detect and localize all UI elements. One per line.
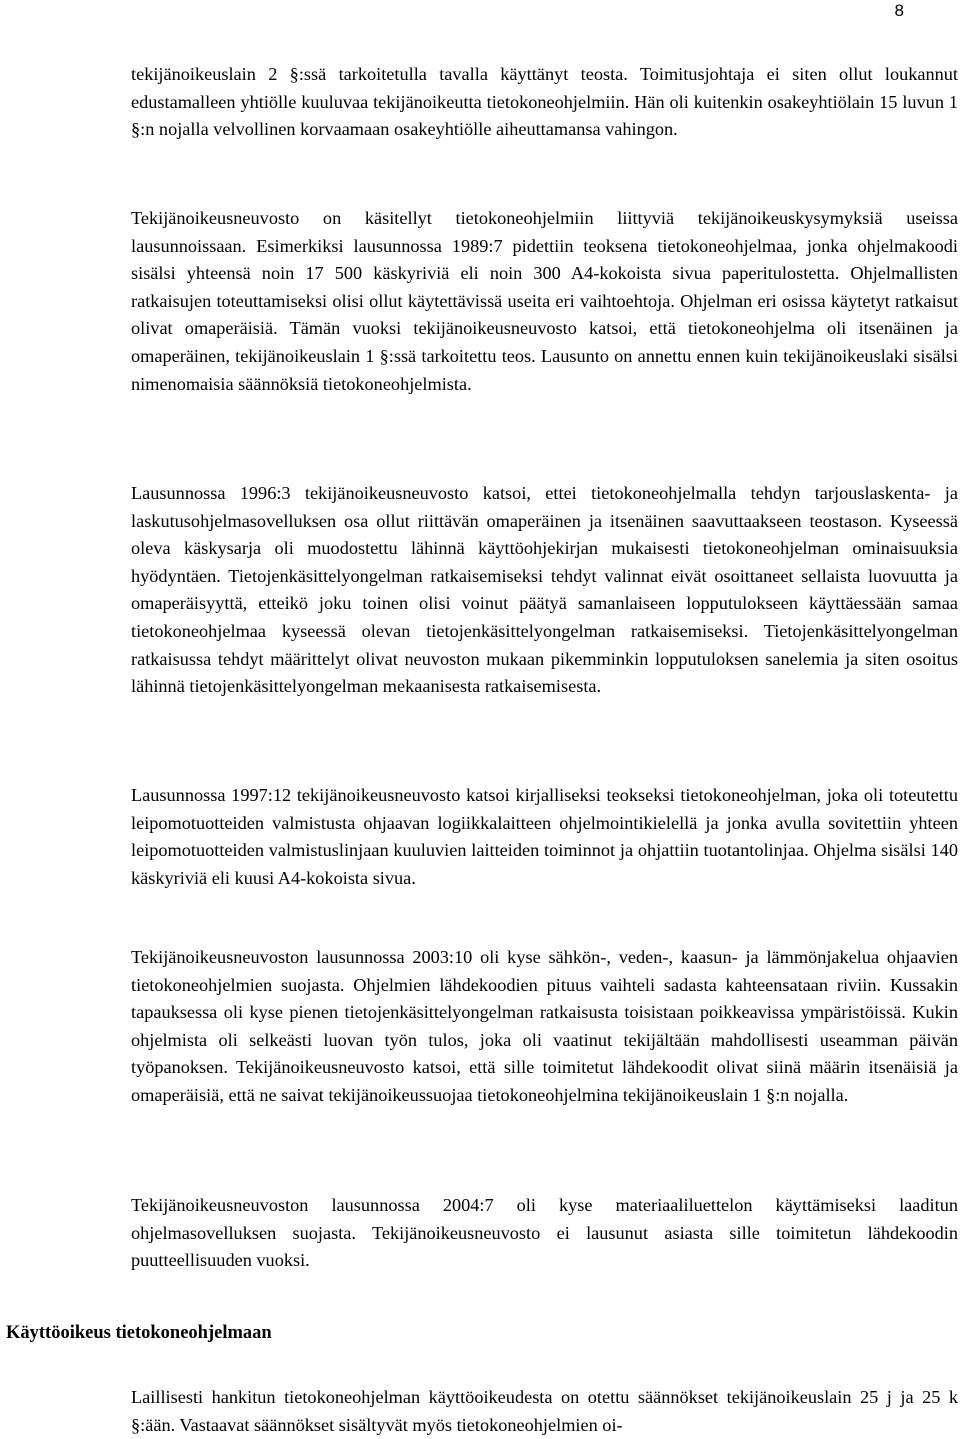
paragraph-5	[131, 944, 958, 1110]
paragraph-6	[131, 1192, 958, 1275]
paragraph-text: Tekijänoikeusneuvosto on käsitellyt tietokoneohjelmiin liittyviä tekijänoikeuskysymyksiä useissa lausunnoissaan. Esimerkiksi lausunnossa 1989:7 pidettiin teoksena tietokoneohjelmaa, jonka ohjelmakoodi sisälsi yhteensä noin 17 500 käskyriviä eli noin 300 A4-kokoista sivua paperitulostetta. Ohjelmallisten ratkaisujen toteuttamiseksi olisi ollut käytettävissä useita eri vaihtoehtoja. Ohjelman eri osissa käytetyt ratkaisut olivat omaperäisiä. Tämän vuoksi tekijänoikeusneuvosto katsoi, että tietokoneohjelma oli itsenäinen ja omaperäinen, tekijänoikeuslain 1 §:ssä tarkoitettu teos. Lausunto on annettu ennen kuin tekijänoikeuslaki sisälsi nimenomaisia säännöksiä tietokoneohjelmista.	[131, 208, 958, 394]
section-heading: Käyttöoikeus tietokoneohjelmaan	[6, 1323, 272, 1343]
paragraph-4	[131, 782, 958, 892]
paragraph-text: tekijänoikeuslain 2 §:ssä tarkoitetulla tavalla käyttänyt teosta. Toimitusjohtaja ei siten ollut loukannut edustamalleen yhtiölle kuuluvaa tekijänoikeutta tietokoneohjelmiin. Hän oli kuitenkin osakeyhtiölain 15 luvun 1 §:n nojalla velvollinen korvaamaan osakeyhtiölle aiheuttamansa vahingon.	[131, 64, 958, 140]
paragraph-text: Lausunnossa 1996:3 tekijänoikeusneuvosto katsoi, ettei tietokoneohjelmalla tehdyn tarjouslaskenta- ja laskutusohjelmasovelluksen osa ollut riittävän omaperäinen ja itsenäinen saavuttaakseen teostason. Kyseessä oleva käskysarja oli muodostettu lähinnä käyttöohjekirjan mukaisesti tietokoneohjelman ominaisuuksia hyödyntäen. Tietojenkäsittelyongelman ratkaisemiseksi tehdyt valinnat eivät osoittaneet sellaista luovuutta ja omaperäisyyttä, etteikö joku toinen olisi voinut päätyä samanlaiseen lopputulokseen käyttäessään samaa tietokoneohjelmaa kyseessä olevan tietojenkäsittelyongelman ratkaisemiseksi. Tietojenkäsittelyongelman ratkaisussa tehdyt määrittelyt olivat neuvoston mukaan pikemminkin lopputuloksen sanelemia ja siten osoitus lähinnä tietojenkäsittelyongelman mekaanisesta ratkaisemisesta.	[131, 483, 958, 697]
paragraph-text: Lausunnossa 1997:12 tekijänoikeusneuvosto katsoi kirjalliseksi teokseksi tietokoneohjelman, joka oli toteutettu leipomotuotteiden valmistusta ohjaavan logiikkalaitteen ohjelmointikielellä ja jonka avulla sovitettiin yhteen leipomotuotteiden valmistuslinjaan kuuluvien laitteiden toiminnot ja ohjattiin tuotantolinjaa. Ohjelma sisälsi 140 käskyriviä eli kuusi A4-kokoista sivua.	[131, 785, 958, 888]
paragraph-text: Tekijänoikeusneuvoston lausunnossa 2003:10 oli kyse sähkön-, veden-, kaasun- ja lämmönjakelua ohjaavien tietokoneohjelmien suojasta. Ohjelmien lähdekoodien pituus vaihteli sadasta kahteensataan riviin. Kussakin tapauksessa oli kyse pienen tietojenkäsittelyongelman ratkaisusta toisistaan poikkeavissa ympäristöissä. Kukin ohjelmista oli selkeästi luovan työn tulos, joka oli vaatinut tekijältään mahdollisesti useamman päivän työpanoksen. Tekijänoikeusneuvosto katsoi, että sille toimitetut lähdekoodit olivat siinä määrin itsenäisiä ja omaperäisiä, että ne saivat tekijänoikeussuojaa tietokoneohjelmina tekijänoikeuslain 1 §:n nojalla.	[131, 947, 958, 1105]
paragraph-3	[131, 480, 958, 701]
paragraph-text: Tekijänoikeusneuvoston lausunnossa 2004:7 oli kyse materiaaliluettelon käyttämiseksi laaditun ohjelmasovelluksen suojasta. Tekijänoikeusneuvosto ei lausunut asiasta sille toimitetun lähdekoodin puutteellisuuden vuoksi.	[131, 1195, 958, 1271]
paragraph-text: Laillisesti hankitun tietokoneohjelman käyttöoikeudesta on otettu säännökset tekijänoikeuslain 25 j ja 25 k §:ään. Vastaavat säännökset sisältyvät myös tietokoneohjelmien oi-	[131, 1387, 958, 1435]
section-paragraph	[131, 1384, 958, 1439]
page-number: 8	[894, 1, 904, 20]
paragraph-2	[131, 205, 958, 398]
paragraph-1	[131, 61, 958, 144]
